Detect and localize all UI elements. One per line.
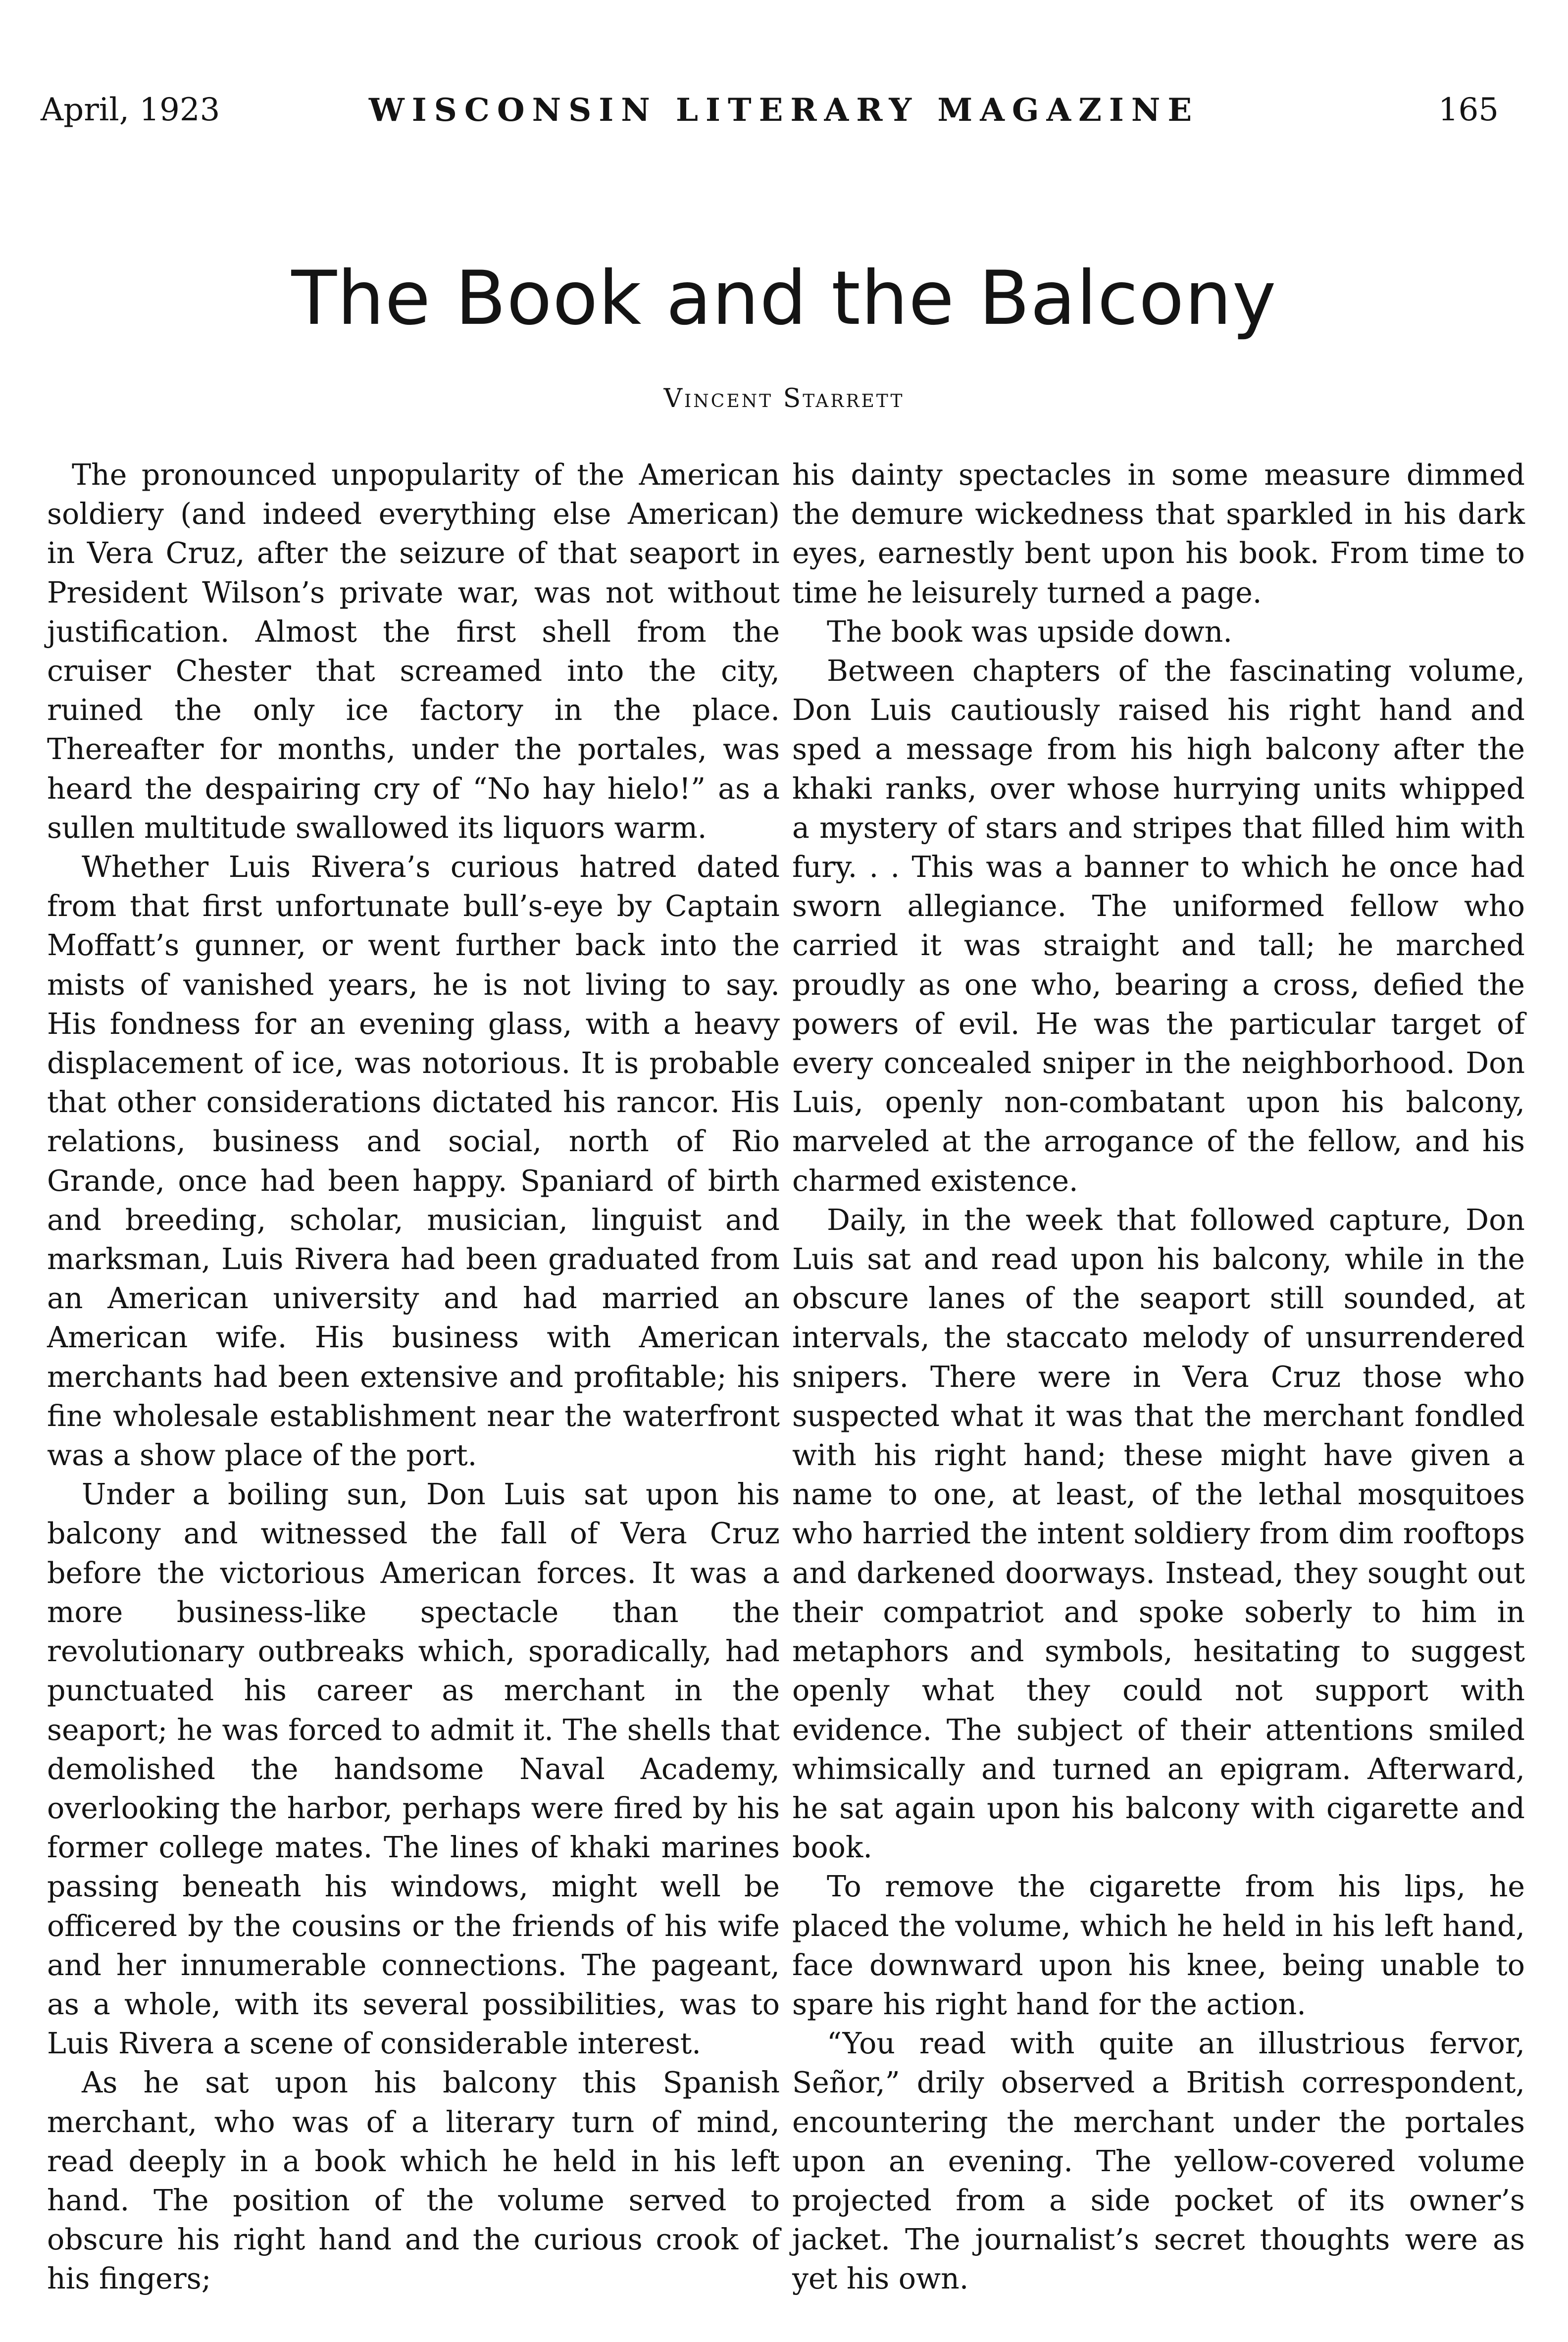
paragraph: his dainty spectacles in some measure dimmed the demure wickedness that sparkled in his dark eyes, earnestly bent upon his book. From time to time he leisurely turned a page. <box>792 458 1525 610</box>
paragraph: The book was upside down. <box>827 614 1232 649</box>
paragraph: Between chapters of the fascinating volume, Don Luis cautiously raised his right hand and sped a message from his high balcony after the khaki ranks, over whose hurrying units whipped a mystery of stars and stripes that filled him with fury. . . This was a banner to which he once had sworn allegiance. The uniformed fellow who carried it was straight and tall; he marched proudly as one who, bearing a cross, defied the powers of evil. He was the particular target of every concealed sniper in the neighborhood. Don Luis, openly non-combatant upon his balcony, marveled at the arrogance of the fellow, and his charmed existence. <box>792 654 1525 1198</box>
left-column <box>47 456 780 2299</box>
right-column <box>792 456 1525 2299</box>
issue-date: April, 1923 <box>41 92 220 128</box>
magazine-name: WISCONSIN LITERARY MAGAZINE <box>368 92 1200 129</box>
article-title: The Book and the Balcony <box>291 255 1277 342</box>
paragraph: Whether Luis Rivera’s curious hatred dated from that first unfortunate bull’s-eye by Captain Moffatt’s gunner, or went further back into the mists of vanished years, he is not living to say. His fondness for an evening glass, with a heavy displacement of ice, was notorious. It is probable that other considerations dictated his rancor. His relations, business and social, north of Rio Grande, once had been happy. Spaniard of birth and breeding, scholar, musician, linguist and marksman, Luis Rivera had been graduated from an American university and had married an American wife. His business with American merchants had been extensive and profitable; his fine wholesale establishment near the waterfront was a show place of the port. <box>47 850 780 1473</box>
article-author: Vincent Starrett <box>663 384 905 413</box>
paragraph: Daily, in the week that followed capture, Don Luis sat and read upon his balcony, while in the obscure lanes of the seaport still sounded, at intervals, the staccato melody of unsurrendered snipers. There were in Vera Cruz those who suspected what it was that the merchant fondled with his right hand; these might have given a name to one, at least, of the lethal mosquitoes who harried the intent soldiery from dim rooftops and darkened doorways. Instead, they sought out their compatriot and spoke soberly to him in metaphors and symbols, hesitating to suggest openly what they could not support with evidence. The subject of their attentions smiled whimsically and turned an epigram. Afterward, he sat again upon his balcony with cigarette and book. <box>792 1203 1525 1865</box>
paragraph: To remove the cigarette from his lips, he placed the volume, which he held in his left hand, face downward upon his knee, being unable to spare his right hand for the action. <box>792 1870 1525 2021</box>
paragraph: The pronounced unpopularity of the American soldiery (and indeed everything else American) in Vera Cruz, after the seizure of that seaport in President Wilson’s private war, was not without justification. Almost the first shell from the cruiser Chester that screamed into the city, ruined the only ice factory in the place. Thereafter for months, under the portales, was heard the despairing cry of “No hay hielo!” as a sullen multitude swallowed its liquors warm. <box>47 458 780 845</box>
paragraph: Under a boiling sun, Don Luis sat upon his balcony and witnessed the fall of Vera Cruz before the victorious American forces. It was a more business-like spectacle than the revolutionary outbreaks which, sporadically, had punctuated his career as merchant in the seaport; he was forced to admit it. The shells that demolished the handsome Naval Academy, overlooking the harbor, perhaps were fired by his former college mates. The lines of khaki marines passing beneath his windows, might well be officered by the cousins or the friends of his wife and her innumerable connections. The pageant, as a whole, with its several possibilities, was to Luis Rivera a scene of considerable interest. <box>47 1477 780 2061</box>
paragraph: As he sat upon his balcony this Spanish merchant, who was of a literary turn of mind, read deeply in a book which he held in his left hand. The position of the volume served to obscure his right hand and the curious crook of his fingers; <box>47 2066 780 2296</box>
running-header <box>35 92 1533 141</box>
paragraph: “You read with quite an illustrious fervor, Señor,” drily observed a British correspondent, encountering the merchant under the portales upon an evening. The yellow-covered volume projected from a side pocket of its owner’s jacket. The journalist’s secret thoughts were as yet his own. <box>792 2027 1525 2296</box>
page-number: 165 <box>1438 92 1499 128</box>
